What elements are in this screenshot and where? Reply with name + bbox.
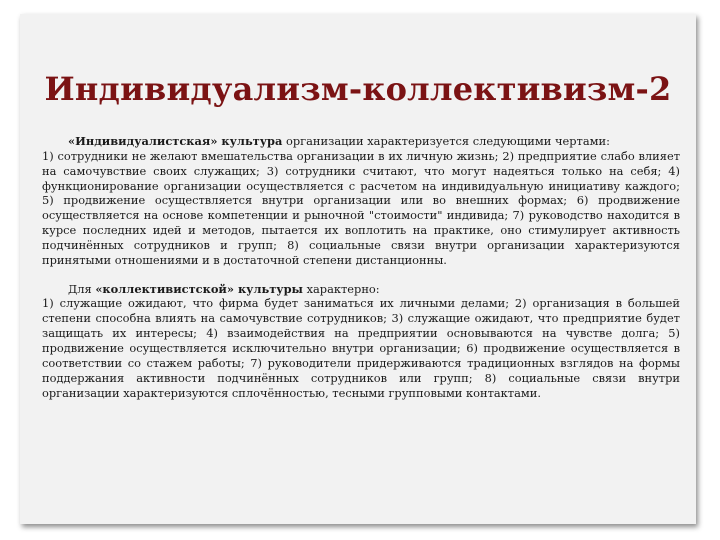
collectivist-intro-rest: характерно: xyxy=(302,281,380,296)
collectivist-term: «коллективистской» культуры xyxy=(95,281,303,296)
slide-content xyxy=(42,134,680,400)
section-spacer xyxy=(42,268,680,282)
section-collectivist-intro xyxy=(42,282,680,297)
individualist-culture-word: культура xyxy=(217,134,283,148)
individualist-term: «Индивидуалистская» xyxy=(68,134,218,148)
slide-title: Индивидуализм-коллективизм-2 xyxy=(44,70,672,108)
slide-frame xyxy=(20,14,696,524)
section-collectivist-body: 1) служащие ожидают, что фирма будет заниматься их личными делами; 2) организация в большей степени способна влиять на самочувствие сотрудников; 3) служащие ожидают, что предприятие будет защищать их интересы; 4) взаимодействия на предприятии основываются на чувстве долга; 5) продвижение осуществляется исключительно внутри организации; 6) продвижение осуществляется в соответствии со стажем работы; 7) руководители придерживаются традиционных взглядов на формы поддержания активности подчинённых сотрудников или групп; 8) социальные связи внутри организации характеризуются сплочённостью, тесными групповыми контактами. xyxy=(42,296,680,400)
section-individualist-intro xyxy=(42,134,680,149)
section-individualist-body: 1) сотрудники не желают вмешательства организации в их личную жизнь; 2) предприятие слабо влияет на самочувствие своих служащих; 3) сотрудники считают, что могут надеяться только на себя; 4) функционирование организации осуществляется с расчетом на индивидуальную инициативу каждого; 5) продвижение осуществляется внутри организации или во внешних формах; 6) продвижение осуществляется на основе компетенции и рыночной "стоимости" индивида; 7) руководство находится в курсе последних идей и методов, пытается их воплотить на практике, оно стимулирует активность подчинённых сотрудников и групп; 8) социальные связи внутри организации характеризуются принятыми отношениями и в достаточной степени дистанционны. xyxy=(42,148,680,267)
individualist-intro-rest: организации характеризуется следующими чертами: xyxy=(282,134,610,148)
collectivist-intro-plain: Для xyxy=(68,281,96,296)
